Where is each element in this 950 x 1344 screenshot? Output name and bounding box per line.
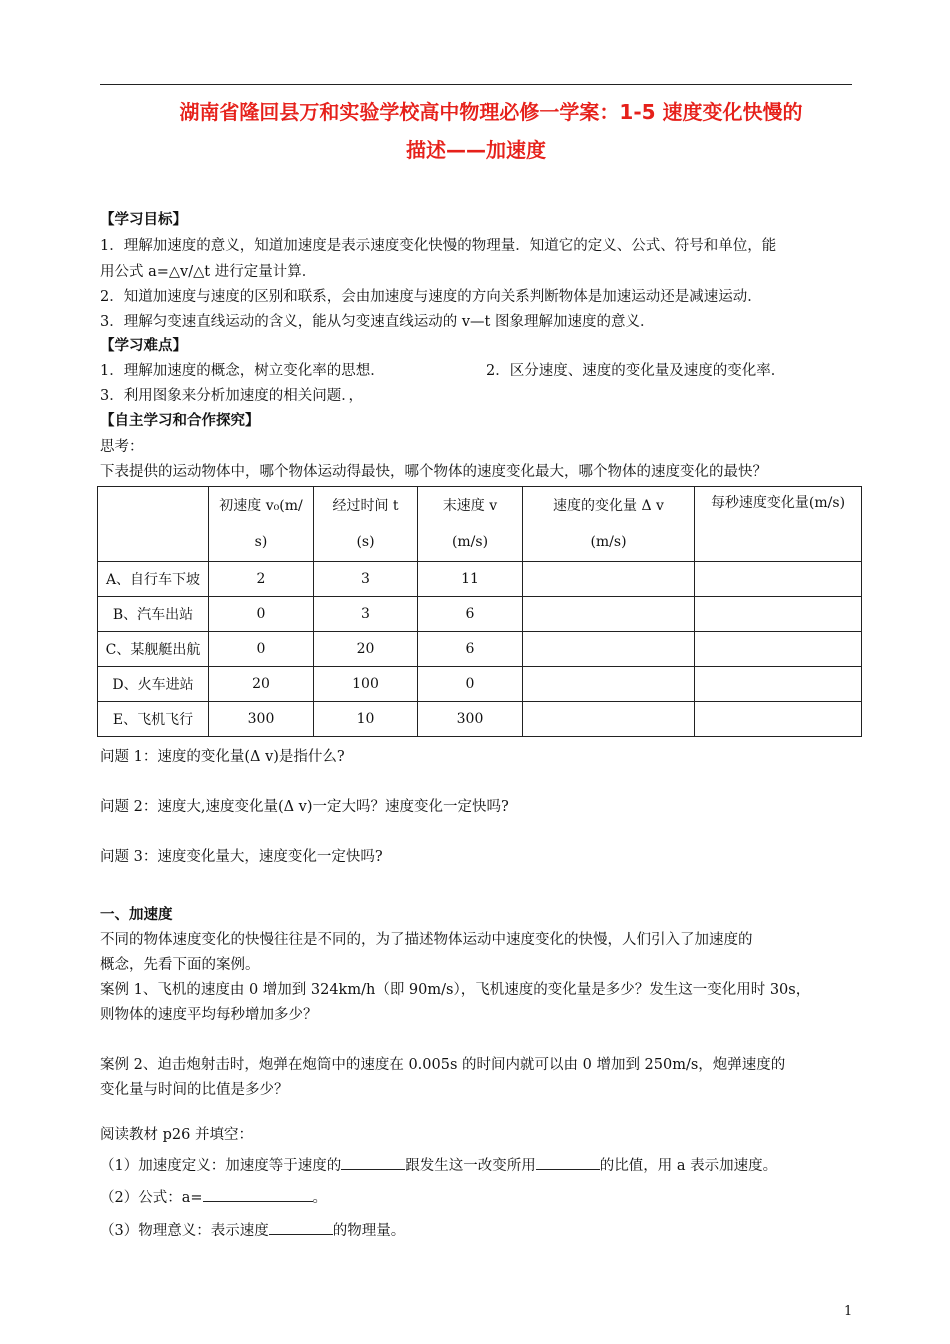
fill-definition: （1）加速度定义：加速度等于速度的 跟发生这一改变所用 的比值，用 a 表示加速度。 [100,1158,778,1174]
cell-object: C、某舰艇出航 [98,632,209,667]
table-prompt: 下表提供的运动物体中，哪个物体运动得最快，哪个物体的速度变化最大，哪个物体的速度变化的最快？ [100,464,767,480]
cell-time: 10 [314,702,418,737]
case-2b: 变化量与时间的比值是多少？ [100,1082,289,1098]
cell-dv[interactable] [523,597,695,632]
goal-3: 3．理解匀变速直线运动的含义，能从匀变速直线运动的 v—t 图象理解加速度的意义． [100,314,655,330]
think-label: 思考： [100,439,144,455]
cell-time: 3 [314,562,418,597]
cell-v: 300 [418,702,523,737]
blank-field[interactable] [269,1234,333,1235]
intro-paragraph-a: 不同的物体速度变化的快慢往往是不同的，为了描述物体运动中速度变化的快慢，人们引入了加速度的 [100,932,753,948]
table-row [98,702,862,737]
cell-rate[interactable] [695,702,862,737]
cell-time: 3 [314,597,418,632]
cell-v0: 20 [209,667,314,702]
intro-paragraph-b: 概念，先看下面的案例。 [100,957,260,973]
cell-object: B、汽车出站 [98,597,209,632]
question-2: 问题 2：速度大,速度变化量(Δ v)一定大吗？速度变化一定快吗? [100,799,509,815]
table-row [98,562,862,597]
cell-rate[interactable] [695,562,862,597]
blank-field[interactable] [341,1169,405,1170]
cell-v0: 2 [209,562,314,597]
case-1b: 则物体的速度平均每秒增加多少？ [100,1007,318,1023]
reading-intro: 阅读教材 p26 并填空： [100,1127,253,1143]
cell-rate[interactable] [695,632,862,667]
blank-field[interactable] [536,1169,600,1170]
cell-object: A、自行车下坡 [98,562,209,597]
cell-v: 6 [418,597,523,632]
goal-1a: 1．理解加速度的意义，知道加速度是表示速度变化快慢的物理量．知道它的定义、公式、符号和单位，能 [100,238,777,254]
header-cell [98,487,209,562]
difficulty-2: 2．区分速度、速度的变化量及速度的变化率． [486,363,786,379]
blank-field[interactable] [203,1201,313,1202]
table-row [98,667,862,702]
table-row [98,632,862,667]
goal-1b: 用公式 a=△v/△t 进行定量计算． [100,264,317,280]
motion-table [97,486,862,737]
case-2a: 案例 2、迫击炮射击时，炮弹在炮筒中的速度在 0.005s 的时间内就可以由 0 增加到 250m/s，炮弹速度的 [100,1057,786,1073]
cell-object: D、火车进站 [98,667,209,702]
cell-time: 100 [314,667,418,702]
cell-dv[interactable] [523,562,695,597]
cell-dv[interactable] [523,632,695,667]
table-row [98,597,862,632]
cell-v: 11 [418,562,523,597]
difficulty-3: 3．利用图象来分析加速度的相关问题．， [100,388,363,404]
cell-v: 0 [418,667,523,702]
header-rule [100,84,852,85]
header-cell: 每秒速度变化量(m/s) [695,487,862,562]
header-cell: 速度的变化量 Δ v (m/s) [523,487,695,562]
page-title-line2: 描述——加速度 [406,138,546,162]
difficulties-heading: 【学习难点】 [100,338,187,354]
question-1: 问题 1：速度的变化量(Δ v)是指什么? [100,749,345,765]
section-acceleration-heading: 一、加速度 [100,907,173,923]
cell-v0: 0 [209,597,314,632]
cell-object: E、飞机飞行 [98,702,209,737]
explore-heading: 【自主学习和合作探究】 [100,413,260,429]
table-header-row [98,487,862,562]
cell-rate[interactable] [695,667,862,702]
page-number: 1 [844,1304,853,1319]
question-3: 问题 3：速度变化量大，速度变化一定快吗? [100,849,383,865]
fill-formula: （2）公式：a= 。 [100,1190,328,1206]
difficulty-1: 1．理解加速度的概念，树立变化率的思想． [100,363,385,379]
cell-dv[interactable] [523,702,695,737]
cell-time: 20 [314,632,418,667]
cell-dv[interactable] [523,667,695,702]
header-cell: 经过时间 t (s) [314,487,418,562]
page-title-line1: 湖南省隆回县万和实验学校高中物理必修一学案：1-5 速度变化快慢的 [179,100,803,124]
cell-v: 6 [418,632,523,667]
header-cell: 初速度 v₀(m/ s) [209,487,314,562]
goals-heading: 【学习目标】 [100,212,187,228]
header-cell: 末速度 v (m/s) [418,487,523,562]
cell-v0: 300 [209,702,314,737]
cell-rate[interactable] [695,597,862,632]
case-1a: 案例 1、飞机的速度由 0 增加到 324km/h（即 90m/s），飞机速度的变化量是多少？发生这一变化用时 30s， [100,982,811,998]
goal-2: 2．知道加速度与速度的区别和联系，会由加速度与速度的方向关系判断物体是加速运动还是减速运动． [100,289,762,305]
fill-meaning: （3）物理意义：表示速度 的物理量。 [100,1223,406,1239]
cell-v0: 0 [209,632,314,667]
